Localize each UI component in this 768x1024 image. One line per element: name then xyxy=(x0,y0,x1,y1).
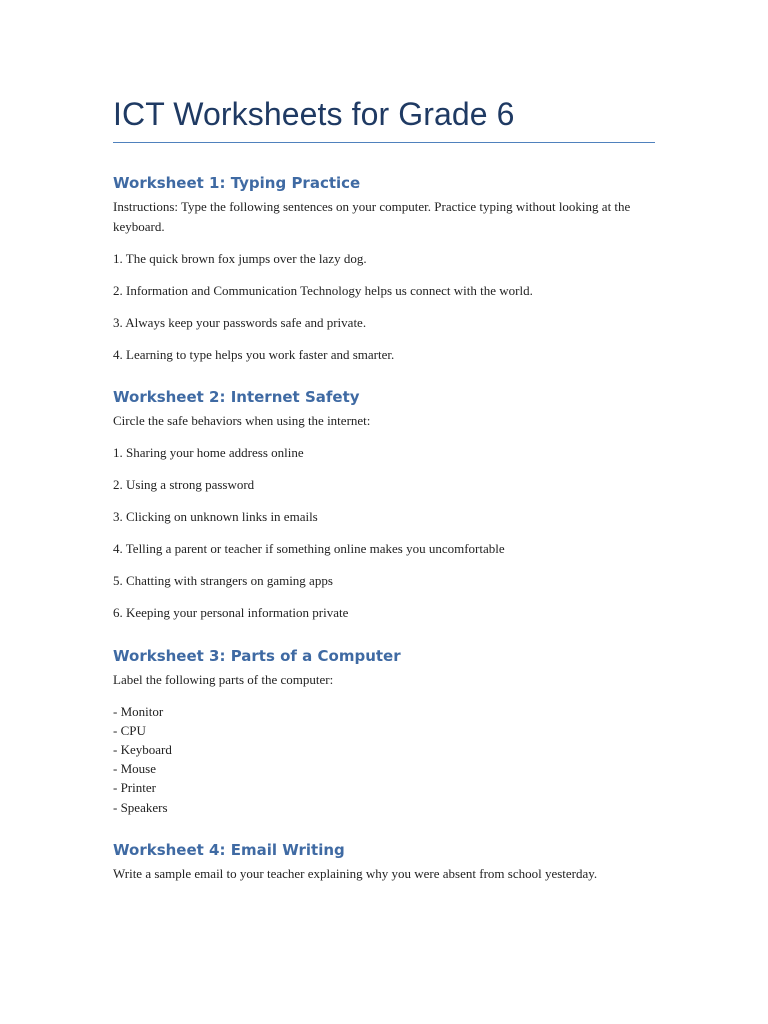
worksheet-1-item: 1. The quick brown fox jumps over the lazy dog. xyxy=(113,250,367,266)
worksheet-1-item: 4. Learning to type helps you work faster and smarter. xyxy=(113,346,395,362)
worksheet-3-instructions: Label the following parts of the computer: xyxy=(113,671,334,687)
worksheet-1-item: 3. Always keep your passwords safe and private. xyxy=(113,314,367,330)
document-page xyxy=(113,94,655,896)
list-item: - Speakers xyxy=(113,799,168,815)
worksheet-2-item: 2. Using a strong password xyxy=(113,477,255,492)
worksheet-2-section xyxy=(113,387,655,623)
worksheet-1-instructions: Instructions: Type the following sentences on your computer. Practice typing without looking at the keyboard. xyxy=(113,199,631,234)
worksheet-1-section xyxy=(113,173,655,364)
page-title: ICT Worksheets for Grade 6 xyxy=(113,96,515,132)
list-item: - Monitor xyxy=(113,703,164,719)
list-item: - Keyboard xyxy=(113,741,172,757)
worksheet-2-item: 3. Clicking on unknown links in emails xyxy=(113,509,318,524)
list-item: - CPU xyxy=(113,722,146,738)
worksheet-2-item: 4. Telling a parent or teacher if something online makes you uncomfortable xyxy=(113,541,505,556)
list-item: - Printer xyxy=(113,780,156,796)
worksheet-4-section xyxy=(113,840,655,884)
computer-parts-list xyxy=(113,702,655,817)
worksheet-4-instructions: Write a sample email to your teacher explaining why you were absent from school yesterday. xyxy=(113,865,598,881)
worksheet-3-heading: Worksheet 3: Parts of a Computer xyxy=(113,646,401,665)
worksheet-2-item: 5. Chatting with strangers on gaming apps xyxy=(113,573,333,588)
worksheet-1-heading: Worksheet 1: Typing Practice xyxy=(113,174,361,192)
title-underline xyxy=(113,142,655,143)
worksheet-4-heading: Worksheet 4: Email Writing xyxy=(113,840,345,859)
worksheet-2-instructions: Circle the safe behaviors when using the internet: xyxy=(113,413,371,428)
worksheet-2-heading: Worksheet 2: Internet Safety xyxy=(113,388,360,406)
worksheet-3-section xyxy=(113,646,655,817)
worksheet-2-item: 1. Sharing your home address online xyxy=(113,445,304,460)
worksheet-1-item: 2. Information and Communication Technology helps us connect with the world. xyxy=(113,282,533,298)
list-item: - Mouse xyxy=(113,761,156,777)
worksheet-2-item: 6. Keeping your personal information private xyxy=(113,605,349,620)
